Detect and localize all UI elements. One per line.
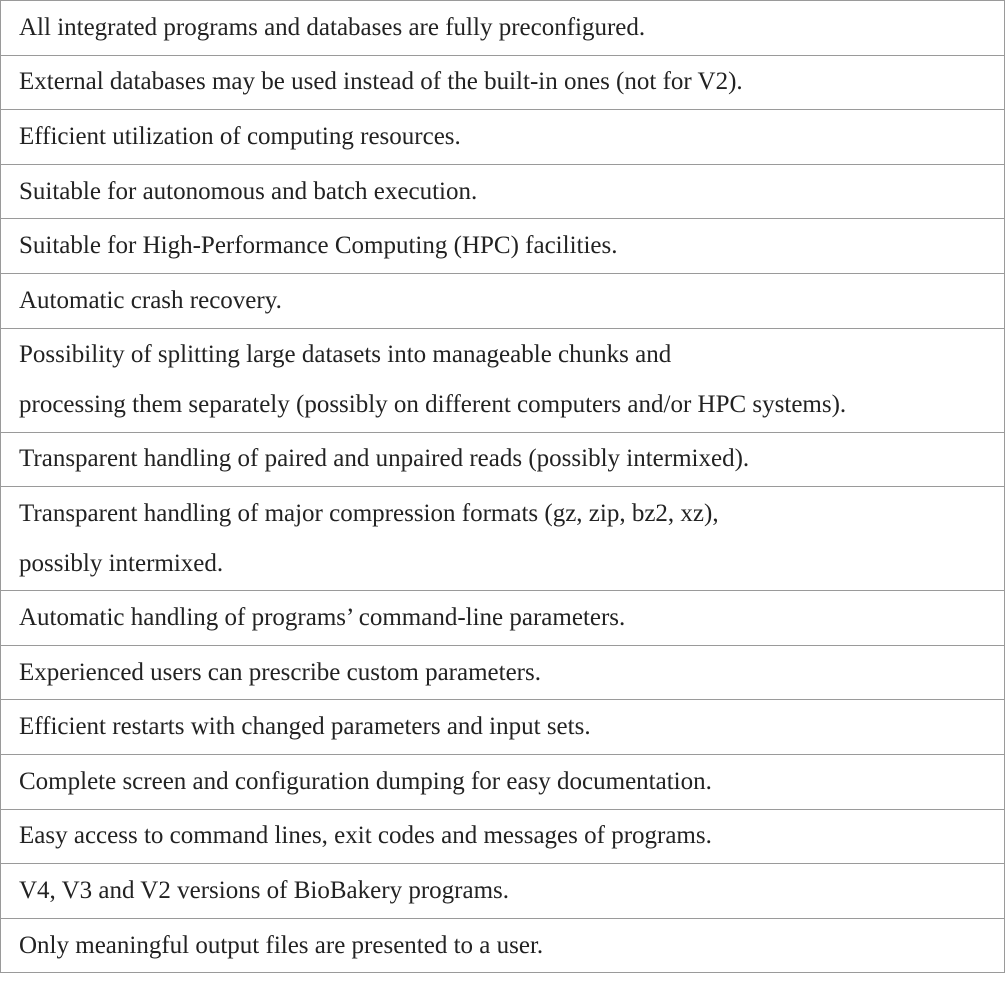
table-row [1,219,1005,274]
table-row [1,809,1005,864]
feature-text-line: Possibility of splitting large datasets into manageable chunks and [19,341,672,369]
table-row [1,55,1005,110]
feature-text: V4, V3 and V2 versions of BioBakery programs. [19,876,509,904]
table-cell [1,328,1005,432]
feature-text: Transparent handling of paired and unpaired reads (possibly intermixed). [19,445,750,473]
feature-text: External databases may be used instead of the built-in ones (not for V2). [19,68,743,96]
feature-text: Only meaningful output files are presented to a user. [19,931,544,959]
feature-text: Efficient utilization of computing resources. [19,122,461,150]
feature-text: Suitable for autonomous and batch execution. [19,177,478,205]
table-cell [1,219,1005,274]
feature-text-line: Transparent handling of major compression formats (gz, zip, bz2, xz), [19,499,719,527]
table-row [1,164,1005,219]
table-cell [1,809,1005,864]
table-row [1,1,1005,56]
feature-text: Suitable for High-Performance Computing (HPC) facilities. [19,232,618,260]
feature-text: Automatic crash recovery. [19,286,282,314]
table-cell [1,55,1005,110]
table-cell [1,754,1005,809]
feature-text: Efficient restarts with changed parameters and input sets. [19,713,591,741]
feature-text-line: possibly intermixed. [19,549,224,577]
feature-text-line: processing them separately (possibly on different computers and/or HPC systems). [19,391,847,419]
table-cell [1,591,1005,646]
table-row [1,754,1005,809]
table-cell [1,432,1005,487]
table-cell [1,645,1005,700]
table-row [1,645,1005,700]
table-row [1,487,1005,591]
table-row [1,864,1005,919]
table-row [1,273,1005,328]
table-cell [1,164,1005,219]
table-cell [1,110,1005,165]
feature-text: Complete screen and configuration dumping for easy documentation. [19,767,712,795]
table-cell [1,864,1005,919]
table-cell [1,487,1005,591]
table-cell [1,1,1005,56]
table-cell [1,273,1005,328]
table-cell [1,918,1005,973]
table-row [1,432,1005,487]
feature-text: Experienced users can prescribe custom parameters. [19,658,541,686]
table-row [1,591,1005,646]
feature-text: All integrated programs and databases are fully preconfigured. [19,13,646,41]
table-row [1,918,1005,973]
table-row [1,110,1005,165]
feature-text: Automatic handling of programs’ command-line parameters. [19,603,626,631]
table-row [1,700,1005,755]
table-row [1,328,1005,432]
table-cell [1,700,1005,755]
feature-text: Easy access to command lines, exit codes and messages of programs. [19,822,712,850]
